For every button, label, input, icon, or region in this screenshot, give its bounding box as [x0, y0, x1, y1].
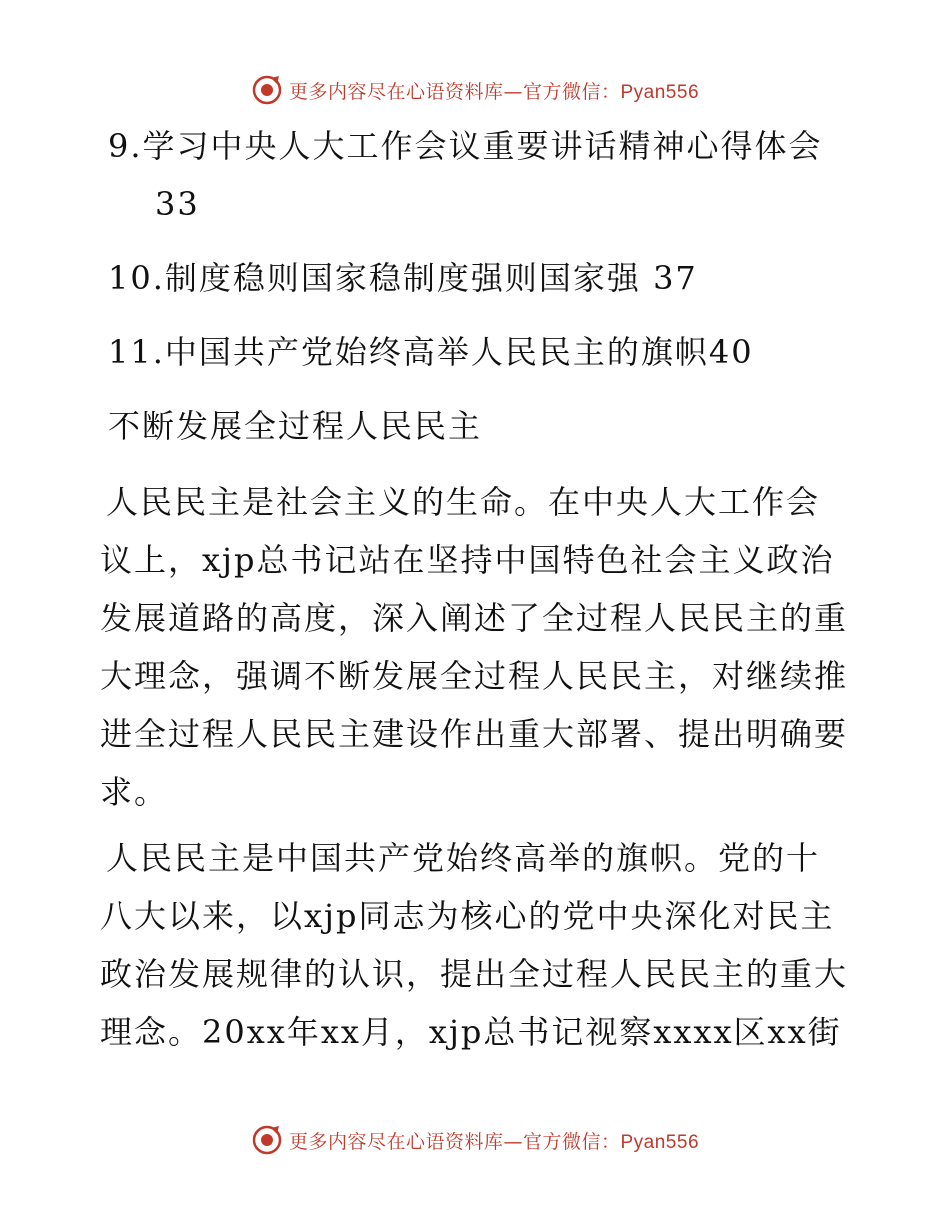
pen-logo-icon: [251, 74, 283, 106]
paragraph-1: 人民民主是社会主义的生命。在中央人大工作会议上，xjp总书记站在坚持中国特色社会主义政治发展道路的高度，深入阐述了全过程人民民主的重大理念，强调不断发展全过程人民民主，对继续推进全过程人民民主建设作出重大部署、提出明确要求。: [100, 483, 849, 811]
toc-item-10: 10.制度稳则国家稳制度强则国家强 37: [108, 259, 698, 297]
watermark-text: 更多内容尽在心语资料库—官方微信：Pyan556: [288, 80, 700, 103]
toc-item-9-page: 33: [155, 185, 200, 223]
footer-watermark: [0, 1120, 950, 1160]
watermark-text: 更多内容尽在心语资料库—官方微信：Pyan556: [288, 1130, 700, 1153]
section-heading: 不断发展全过程人民民主: [108, 407, 483, 445]
header-watermark: [0, 70, 950, 110]
toc-item-11: 11.中国共产党始终高举人民民主的旗帜40: [108, 333, 754, 371]
pen-logo-icon: [251, 1124, 283, 1156]
paragraph-2: 人民民主是中国共产党始终高举的旗帜。党的十八大以来，以xjp同志为核心的党中央深化对民主政治发展规律的认识，提出全过程人民民主的重大理念。20xx年xx月，xjp总书记视察xxxx区xx街: [100, 839, 849, 1051]
toc-item-9: 9.学习中央人大工作会议重要讲话精神心得体会: [108, 127, 823, 165]
